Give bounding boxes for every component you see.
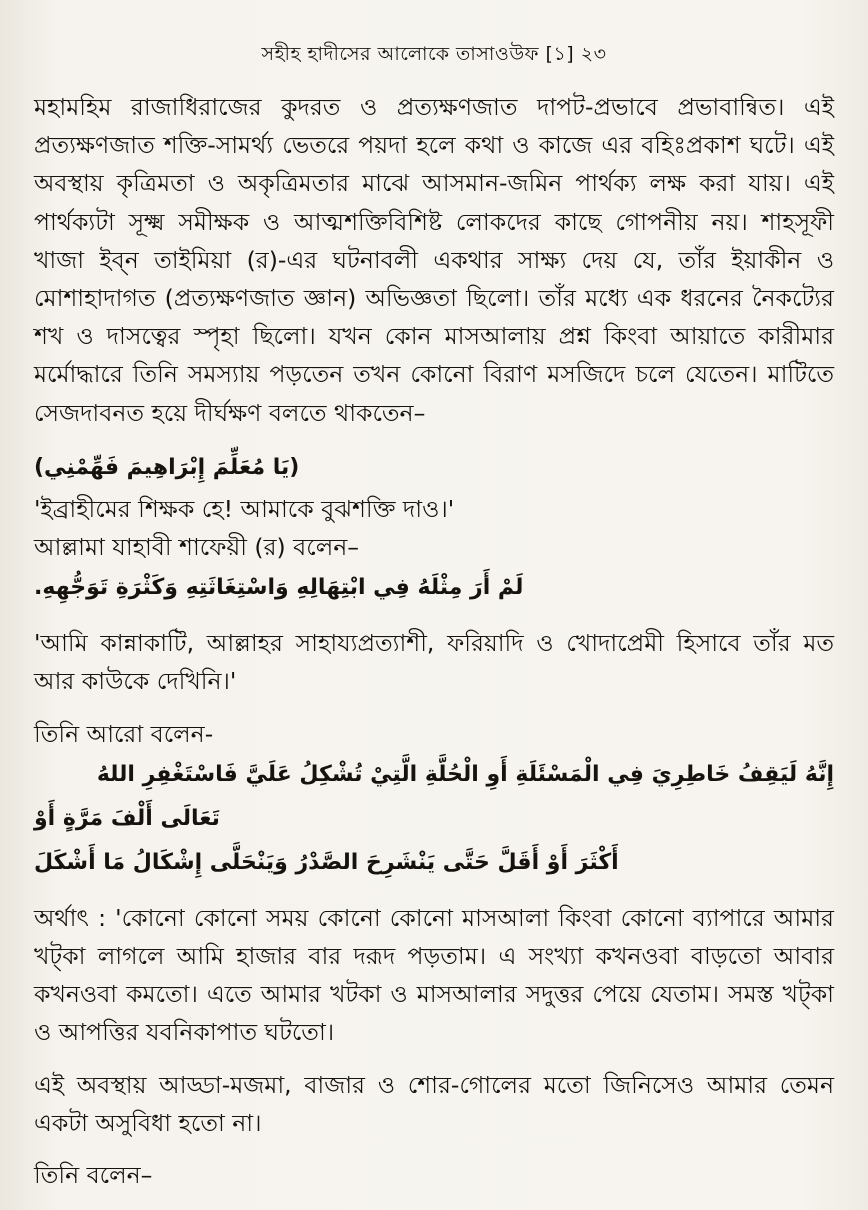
- page-number: ২৩: [580, 43, 607, 65]
- translation-1: 'ইব্রাহীমের শিক্ষক হে! আমাকে বুঝশক্তি দাও।': [34, 494, 455, 523]
- paragraph-5: [34, 899, 834, 1052]
- header-title: সহীহ হাদীসের আলোকে তাসাওউফ [১]: [261, 43, 575, 65]
- paragraph-7: তিনি বলেন–: [34, 1161, 153, 1190]
- page-content: [34, 88, 834, 1194]
- paragraph-2: আল্লামা যাহাবী শাফেয়ী (র) বলেন–: [34, 533, 359, 562]
- arabic-quote-3-line-2: أَكْثَرَ أَوْ أَقَلَّ حَتَّى يَنْشَرِحَ الصَّدْرُ وَيَنْحَلَّى إِشْكَالُ مَا أَشْكَلَ: [34, 849, 619, 875]
- arabic-quote-1: (يَا مُعَلِّمَ إِبْرَاهِيمَ فَهِّمْنِي): [34, 454, 300, 480]
- paragraph-6: এই অবস্থায় আড্ডা-মজমা, বাজার ও শোর-গোলের মতো জিনিসেও আমার তেমন একটা অসুবিধা হতো না।: [34, 1070, 834, 1137]
- running-header: [0, 40, 868, 72]
- meaning-label: অর্থাৎ :: [34, 903, 107, 932]
- paragraph-4: তিনি আরো বলেন-: [34, 719, 214, 748]
- paragraph-5-text: 'কোনো কোনো সময় কোনো কোনো মাসআলা কিংবা কোনো ব্যাপারে আমার খট্‌কা লাগলে আমি হাজার বার দরূদ পড়তাম। এ সংখ্যা কখনওবা বাড়তো আবার কখনওবা কমতো। এতে আমার খটকা ও মাসআলার সদুত্তর পেয়ে যেতাম। সমস্ত খট্‌কা ও আপত্তির যবনিকাপাত ঘটতো।: [34, 903, 834, 1047]
- arabic-quote-3-line-1: إِنَّهُ لَيَقِفُ خَاطِرِيَ فِي الْمَسْئَلَةِ أَوِ الْحُلَّةِ الَّتِيْ تُشْكِلُ عَلَيَّ فَاسْتَغْفِرِ اللهُ تَعَالَى أَلْفَ مَرَّةٍ أَوْ: [34, 761, 834, 831]
- paragraph-3: 'আমি কান্নাকাটি, আল্লাহর সাহায্যপ্রত্যাশী, ফরিয়াদি ও খোদাপ্রেমী হিসাবে তাঁর মত আর কাউকে দেখিনি।': [34, 629, 834, 696]
- paragraph-1: মহামহিম রাজাধিরাজের কুদরত ও প্রত্যক্ষণজাত দাপট-প্রভাবে প্রভাবান্বিত। এই প্রত্যক্ষণজাত শক্তি-সামর্থ্য ভেতরে পয়দা হলে কথা ও কাজে এর বহিঃপ্রকাশ ঘটে। এই অবস্থায় কৃত্রিমতা ও অকৃত্রিমতার মাঝে আসমান-জমিন পার্থক্য লক্ষ করা যায়। এই পার্থক্যটা সূক্ষ্ম সমীক্ষক ও আত্মশক্তিবিশিষ্ট লোকদের কাছে গোপনীয় নয়। শাহসূফী খাজা ইব্ন তাইমিয়া (র)-এর ঘটনাবলী একথার সাক্ষ্য দেয় যে, তাঁর ইয়াকীন ও মোশাহাদাগত (প্রত্যক্ষণজাত জ্ঞান) অভিজ্ঞতা ছিলো। তাঁর মধ্যে এক ধরনের নৈকট্যের শখ ও দাসত্বের স্পৃহা ছিলো। যখন কোন মাসআলায় প্রশ্ন কিংবা আয়াতে কারীমার মর্মোদ্ধারে তিনি সমস্যায় পড়তেন তখন কোনো বিরাণ মসজিদে চলে যেতেন। মাটিতে সেজদাবনত হয়ে দীর্ঘক্ষণ বলতে থাকতেন–: [34, 93, 834, 427]
- arabic-quote-2: لَمْ أَرَ مِثْلَهُ فِي ابْتِهَالِهِ وَاسْتِغَاثَتِهِ وَكَثْرَةِ تَوَجُّهِهِ.: [34, 575, 524, 601]
